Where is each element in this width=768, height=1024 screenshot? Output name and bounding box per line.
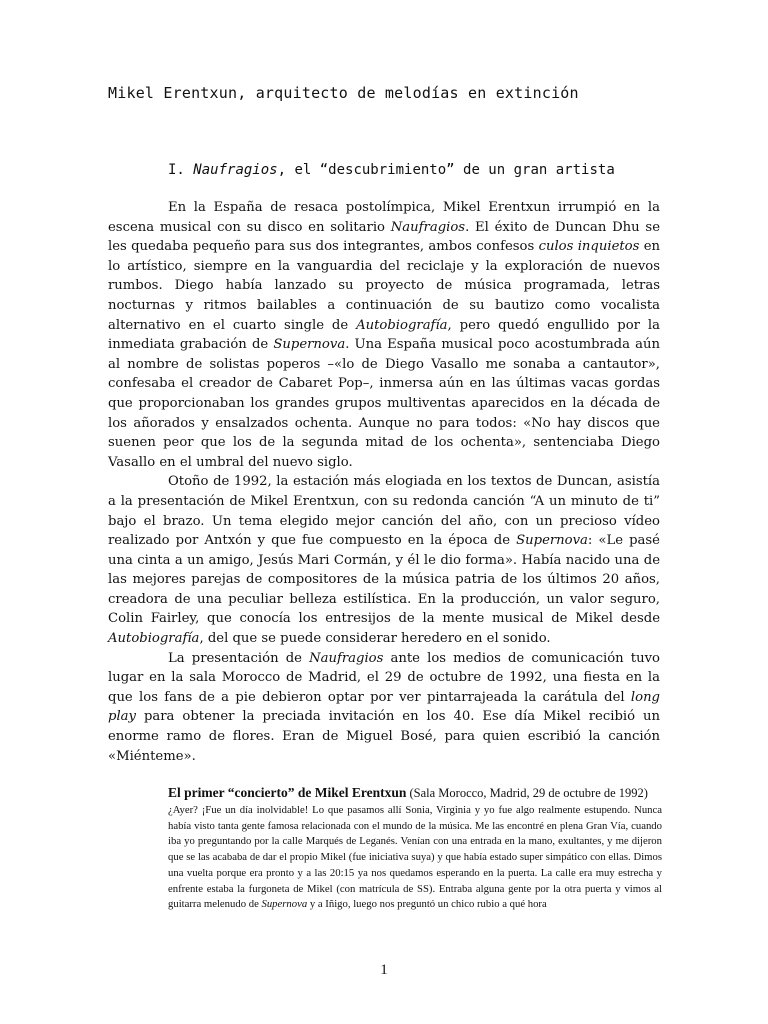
italic-text: Naufragios — [309, 650, 384, 666]
section-numeral: I. — [168, 162, 185, 178]
italic-text: Autobiografía — [108, 631, 200, 647]
article-body — [108, 198, 660, 766]
text-run: , pero quedó engullido por la inmediata grabación de — [108, 317, 660, 353]
text-run: en lo artístico, siempre en la vanguardia del reciclaje y la exploración de nuevos rumbos. Diego había lanzado su proyecto de música programada, letras nocturnas y ritmos bailables a continuación de su bautizo como vocalista alternativo en el cuarto single de — [108, 239, 661, 333]
text-run: para obtener la preciada invitación en los 40. Ese día Mikel recibió un enorme ramo de flores. Eran de Miguel Bosé, para quien escribió la canción «Miénteme». — [108, 709, 660, 764]
box-text — [168, 803, 662, 913]
italic-text: Naufragios — [390, 219, 466, 235]
text-run: , del que se puede considerar heredero en el sonido. — [199, 631, 551, 647]
text-run: . Una España musical poco acostumbrada aún al nombre de solistas poperos –«lo de Diego Vasallo me sonaba a cantautor», confesaba el creador de Cabaret Pop–, inmersa aún en las últimas vacas gordas que proporcionaban los grandes grupos multiventas aparecidos en la década de los añorados y ensalzados ochenta. Aunque no para todos: «No hay discos que suenen peor que los de la segunda mitad de los ochenta», sentenciaba Diego Vasallo en el umbral del nuevo siglo. — [108, 337, 660, 470]
italic-text: long play — [108, 689, 660, 725]
text-run: Otoño de 1992, la estación más elogiada en los textos de Duncan, asistía a la presentación de Mikel Erentxun, con su redonda canción “A un minuto de ti” bajo el brazo. Un tema elegido mejor canción del año, con un precioso vídeo realizado por Antxón y que fue compuesto en la época de — [108, 474, 660, 549]
text-run: y a Iñigo, luego nos preguntó un chico rubio a qué hora — [307, 898, 547, 911]
italic-text: Supernova — [516, 533, 588, 549]
paragraph — [108, 649, 660, 767]
italic-text: Autobiografía — [356, 317, 448, 333]
section-heading-italic: Naufragios — [193, 162, 278, 178]
text-run: . El éxito de Duncan Dhu se les quedaba pequeño para sus dos integrantes, ambos confesos — [108, 219, 660, 255]
text-run: La presentación de — [168, 650, 310, 666]
article-title: Mikel Erentxun, arquitecto de melodías en extinción — [108, 84, 579, 102]
paragraph — [108, 198, 660, 472]
sidebar-box — [168, 784, 662, 913]
italic-text: Supernova — [273, 337, 346, 353]
italic-text: culos inquietos — [538, 239, 640, 255]
section-heading-rest: , el “descubrimiento” de un gran artista — [277, 162, 615, 178]
box-header — [168, 784, 662, 802]
box-heading: El primer “concierto” de Mikel Erentxun — [168, 785, 407, 800]
text-run: ante los medios de comunicación tuvo lugar en la sala Morocco de Madrid, el 29 de octubre de 1992, una fiesta en la que los fans de a pie debieron optar por ver pintarrajeada la carátula del — [108, 650, 660, 705]
page-number: 1 — [380, 962, 388, 978]
box-subheading: (Sala Morocco, Madrid, 29 de octubre de 1992) — [406, 786, 648, 800]
text-run: ¿Ayer? ¡Fue un día inolvidable! Lo que pasamos allí Sonia, Virginia y yo fue algo realmente estupendo. Nunca había visto tanta gente famosa relacionada con el mundo de la música. Me las encontré en plena Gran Vía, cuando iba yo preguntando por la calle Marqués de Leganés. Venían con una entrada en la mano, exultantes, y me dijeron que se las acababa de dar el propio Mikel (fue iniciativa suya) y que había estado super simpático con ellas. Dimos una vuelta porque era pronto y a las 20:15 ya nos quedamos esperando en la puerta. La calle era muy estrecha y enfrente estaba la furgoneta de Mikel (con matrícula de SS). Entraba alguna gente por la otra puerta y vimos al guitarra melenudo de — [168, 804, 662, 911]
section-heading — [168, 162, 660, 179]
text-run: En la España de resaca postolímpica, Mikel Erentxun irrumpió en la escena musical con su disco en solitario — [108, 200, 660, 235]
italic-text: Supernova — [261, 898, 308, 911]
paragraph — [108, 472, 660, 648]
text-run: : «Le pasé una cinta a un amigo, Jesús Mari Cormán, y él le dio forma». Había nacido una de las mejores parejas de compositores de la música patria de los últimos 20 años, creadora de una peculiar belleza estilística. En la producción, un valor seguro, Colin Fairley, que conocía los entresijos de la mente musical de Mikel desde — [108, 533, 660, 627]
